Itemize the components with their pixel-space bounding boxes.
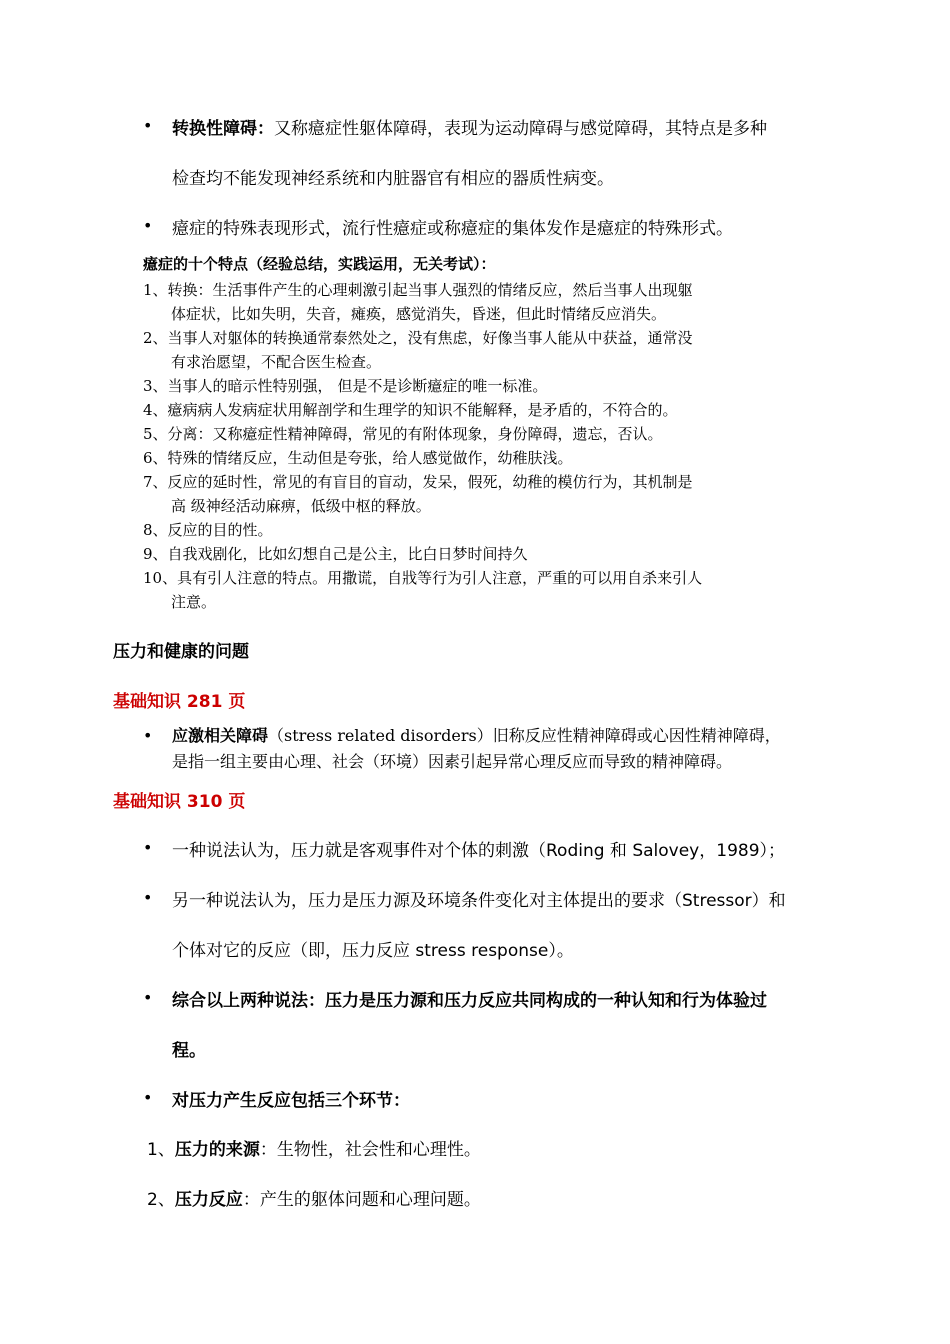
list-item: 9、自我戏剧化，比如幻想自己是公主，比白日梦时间持久 xyxy=(143,545,528,563)
definition: 又称癔症性躯体障碍，表现为运动障碍与感觉障碍，其特点是多种 xyxy=(274,119,767,139)
bullet-paragraph: 综合以上两种说法：压力是压力源和压力反应共同构成的一种认知和行为体验过 xyxy=(172,991,767,1011)
list-item: 2、当事人对躯体的转换通常泰然处之，没有焦虑，好像当事人能从中获益，通常没 xyxy=(143,329,693,347)
bullet-icon: • xyxy=(143,116,153,135)
bullet-paragraph-continued: 检查均不能发现神经系统和内脏器官有相应的器质性病变。 xyxy=(172,169,614,189)
list-item: 3、当事人的暗示性特别强， 但是不是诊断癔症的唯一标准。 xyxy=(143,377,548,395)
bullet-icon: • xyxy=(143,216,153,235)
numbered-item: 2、压力反应：产生的躯体问题和心理问题。 xyxy=(147,1190,481,1210)
definition: （stress related disorders）旧称反应性精神障碍或心因性精神障碍， xyxy=(268,726,781,745)
numbered-item: 1、压力的来源：生物性，社会性和心理性。 xyxy=(147,1140,481,1160)
bullet-paragraph-continued: 程。 xyxy=(172,1041,206,1061)
section-heading: 压力和健康的问题 xyxy=(113,642,249,662)
bullet-icon: • xyxy=(143,726,153,745)
bullet-icon: • xyxy=(143,1088,153,1107)
bullet-paragraph: 对压力产生反应包括三个环节： xyxy=(172,1091,410,1111)
term: 应激相关障碍 xyxy=(172,726,269,745)
bullet-paragraph xyxy=(172,723,781,746)
list-item: 5、分离：又称癔症性精神障碍，常见的有附体现象，身份障碍，遗忘，否认。 xyxy=(143,425,663,443)
bullet-icon: • xyxy=(143,838,153,857)
term: 压力的来源 xyxy=(174,1140,260,1160)
list-item-continued: 注意。 xyxy=(171,593,217,611)
list-item: 10、具有引人注意的特点。用撒谎，自戕等行为引人注意，严重的可以用自杀来引人 xyxy=(143,569,703,587)
bullet-icon: • xyxy=(143,888,153,907)
bullet-paragraph: 另一种说法认为，压力是压力源及环境条件变化对主体提出的要求（Stressor）和 xyxy=(172,891,786,911)
bullet-icon: • xyxy=(143,988,153,1007)
page-reference: 基础知识 310 页 xyxy=(113,792,246,812)
term: 转换性障碍： xyxy=(172,119,274,139)
bullet-paragraph-continued: 个体对它的反应（即，压力反应 stress response）。 xyxy=(172,941,574,961)
list-item-continued: 高 级神经活动麻痹，低级中枢的释放。 xyxy=(171,497,431,515)
bullet-paragraph xyxy=(172,114,767,139)
bullet-paragraph-continued: 是指一组主要由心理、社会（环境）因素引起异常心理反应而导致的精神障碍。 xyxy=(172,752,733,771)
list-item: 7、反应的延时性，常见的有盲目的盲动，发呆，假死，幼稚的模仿行为，其机制是 xyxy=(143,473,693,491)
page-reference: 基础知识 281 页 xyxy=(113,692,246,712)
list-item: 8、反应的目的性。 xyxy=(143,521,273,539)
section-heading: 癔症的十个特点（经验总结，实践运用，无关考试）： xyxy=(143,255,496,273)
bullet-paragraph: 一种说法认为，压力就是客观事件对个体的刺激（Roding 和 Salovey，1989）； xyxy=(172,841,786,861)
list-item-continued: 体症状，比如失明，失音，瘫痪，感觉消失，昏迷，但此时情绪反应消失。 xyxy=(171,305,667,323)
bullet-paragraph: 癔症的特殊表现形式，流行性癔症或称癔症的集体发作是癔症的特殊形式。 xyxy=(172,219,733,239)
numbered-list xyxy=(143,278,702,614)
list-item-continued: 有求治愿望，不配合医生检查。 xyxy=(171,353,382,371)
list-item: 1、转换：生活事件产生的心理刺激引起当事人强烈的情绪反应，然后当事人出现躯 xyxy=(143,281,693,299)
term: 压力反应 xyxy=(174,1190,243,1210)
list-item: 6、特殊的情绪反应，生动但是夸张，给人感觉做作，幼稚肤浅。 xyxy=(143,449,573,467)
list-item: 4、癔病病人发病症状用解剖学和生理学的知识不能解释，是矛盾的，不符合的。 xyxy=(143,401,678,419)
